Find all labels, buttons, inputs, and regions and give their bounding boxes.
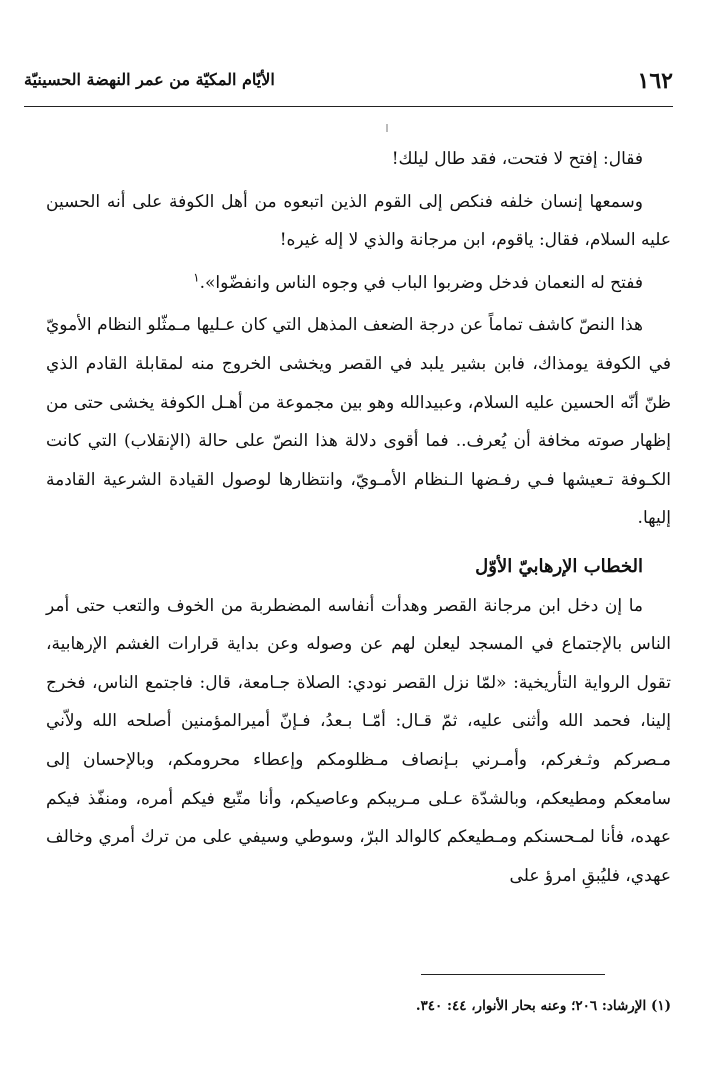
footnote-divider — [421, 974, 605, 975]
footnote: (١) الإرشاد: ٢٠٦؛ وعنه بحار الأنوار، ٤٤: ٣٤٠. — [415, 998, 671, 1014]
page-header — [24, 64, 673, 104]
paragraph-1: فقال: إفتح لا فتحت، فقد طال ليلك! — [391, 149, 643, 169]
section-heading: الخطاب الإرهابيّ الأوّل — [475, 555, 643, 577]
paragraph-3-text: ففتح له النعمان فدخل وضربوا الباب في وجوه الناس وانفضّوا». — [199, 272, 643, 293]
body-text — [46, 140, 671, 895]
page-number: ١٦٢ — [637, 68, 673, 94]
paragraph-4: هذا النصّ كاشف تماماً عن درجة الضعف المذهل التي كان عـليها مـمثّلو النظام الأمويّ في الكوفة يومذاك، فابن بشير يلبد في القصر ويخشى الخروج منه لمقابلة القادم الذي ظنّ أنّه الحسين عليه السلام، وعبيدالله وهو بين مجموعة من أهـل الكوفة يخشى حتى من إظهار صوته مخافة أن يُعرف.. فما أقوى دلالة هذا النصّ على حالة (الإنقلاب) التي كانت الكـوفة تـعيشها فـي رفـضها الـنظام الأمـويّ، وانتظارها لوصول القيادة الشرعية القادمة إليها. — [46, 315, 671, 529]
paragraph-5: ما إن دخل ابن مرجانة القصر وهدأت أنفاسه المضطربة من الخوف والتعب حتى أمر الناس بالإجتماع في المسجد ليعلن لهم عن وصوله وعن بداية قرارات الغشم الإرهابية، تقول الرواية التأريخية: «لمّا نزل القصر نودي: الصلاة جـامعة، قال: فاجتمع الناس، فخرج إلينا، فحمد الله وأثنى عليه، ثمّ قـال: أمّـا بـعدُ، فـإنّ أميرالمؤمنين أصلحه الله ولاّني مـصركم وثـغركم، وأمـرني بـإنصاف مـظلومكم وإعطاء محرومكم، وبالإحسان إلى سامعكم ومطيعكم، وبالشدّة عـلى مـريبكم وعاصيكم، وأنا متّبع فيكم أمره، ومنفّذ فيكم عهده، فأنا لمـحسنكم ومـطيعكم كالوالد البرّ، وسوطي وسيفي على من ترك أمري وخالف عهدي، فليُبقِ امرؤ على — [46, 595, 671, 886]
paragraph-2: وسمعها إنسان خلفه فنكص إلى القوم الذين اتبعوه من أهل الكوفة على أنه الحسين عليه السلام، فقال: ياقوم، ابن مرجانة والذي لا إله غيره! — [46, 191, 671, 251]
paragraph-3 — [46, 264, 671, 303]
footnote-reference[interactable]: ١ — [193, 270, 200, 285]
running-title: الأيّام المكيّة من عمر النهضة الحسينيّة — [24, 70, 275, 89]
page-mark — [386, 124, 388, 132]
header-divider — [24, 106, 673, 107]
